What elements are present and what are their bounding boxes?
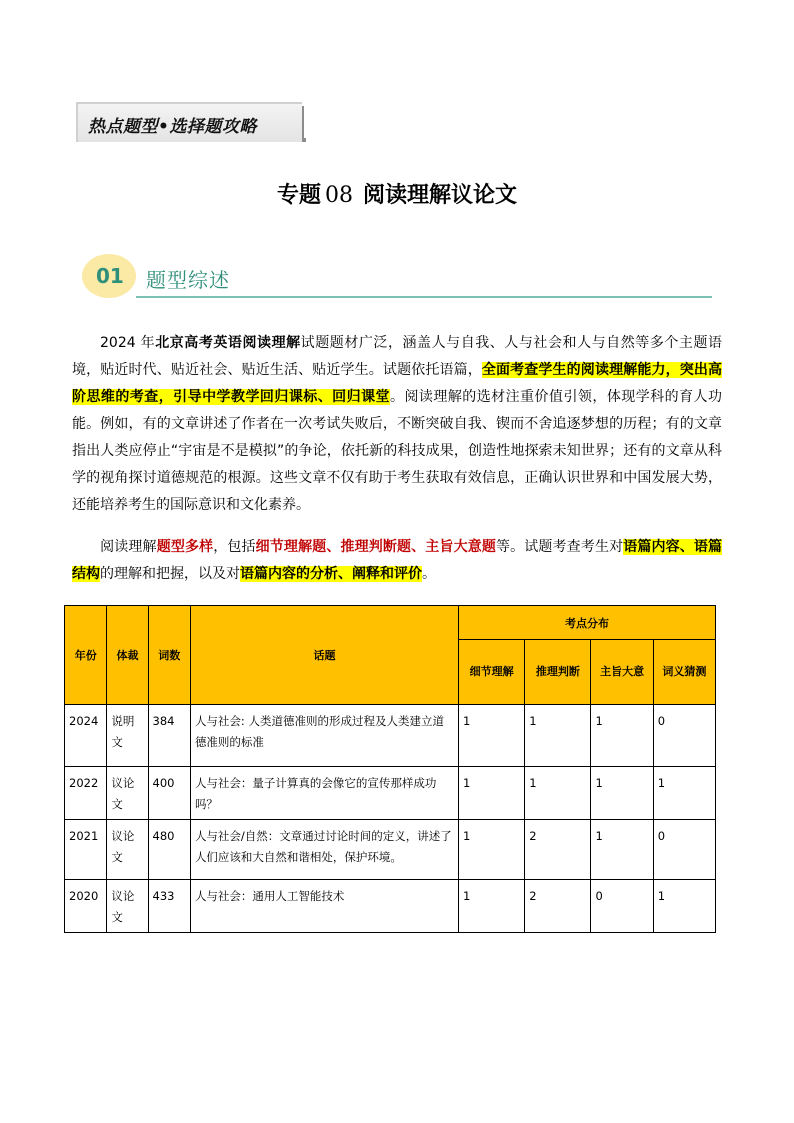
cell-topic: 人与社会: 人类道德准则的形成过程及人类建立道德准则的标准 bbox=[190, 705, 458, 767]
cell-k1: 1 bbox=[459, 705, 525, 767]
cell-words: 400 bbox=[148, 767, 190, 820]
title-prefix: 专题 bbox=[276, 183, 321, 208]
para1-text: 试题题材广泛，涵盖人与自我、人与社会和人与自然等多个主题语境，贴近时代、贴近社会、贴近生活、贴近学生。试题依托语篇， bbox=[72, 335, 723, 378]
para2-text: 。 bbox=[422, 566, 436, 582]
cell-topic: 人与社会：通用人工智能技术 bbox=[190, 880, 458, 933]
section-number: 01 bbox=[96, 264, 124, 288]
para1-bold: 北京高考英语阅读理解 bbox=[155, 335, 301, 351]
cell-k2: 1 bbox=[525, 705, 591, 767]
header-group: 考点分布 bbox=[459, 606, 716, 640]
para2-red: 题型多样 bbox=[156, 539, 214, 555]
overview-paragraph bbox=[72, 330, 722, 519]
para2-text: 等。试题考查考生对 bbox=[495, 539, 624, 555]
cell-k3: 1 bbox=[591, 705, 653, 767]
cell-k4: 0 bbox=[653, 820, 715, 880]
section-heading bbox=[82, 246, 712, 306]
cell-words: 480 bbox=[148, 820, 190, 880]
exam-analysis-table bbox=[64, 605, 716, 933]
table-row bbox=[65, 767, 716, 820]
para2-red: 细节理解题、推理判断题、主旨大意题 bbox=[255, 539, 496, 555]
cell-k2: 2 bbox=[525, 820, 591, 880]
cell-k1: 1 bbox=[459, 767, 525, 820]
title-number: 08 bbox=[325, 183, 353, 208]
table-row bbox=[65, 880, 716, 933]
header-k1: 细节理解 bbox=[459, 640, 525, 705]
cell-year: 2020 bbox=[65, 880, 107, 933]
question-types-paragraph bbox=[72, 534, 722, 588]
para2-text: 的理解和把握，以及对 bbox=[100, 566, 240, 582]
table-row bbox=[65, 820, 716, 880]
header-genre: 体裁 bbox=[107, 606, 148, 705]
para2-text: ，包括 bbox=[213, 539, 256, 555]
cell-genre: 说明文 bbox=[107, 705, 148, 767]
cell-k2: 2 bbox=[525, 880, 591, 933]
header-words: 词数 bbox=[148, 606, 190, 705]
cell-k3: 0 bbox=[591, 880, 653, 933]
page-title bbox=[0, 178, 794, 209]
header-k2: 推理判断 bbox=[525, 640, 591, 705]
title-main: 阅读理解议论文 bbox=[363, 183, 518, 208]
para2-highlight: 语篇内容的分析、阐释和评价 bbox=[240, 566, 422, 582]
cell-k3: 1 bbox=[591, 820, 653, 880]
header-year: 年份 bbox=[65, 606, 107, 705]
para1-text: 2024 年 bbox=[100, 335, 156, 351]
section-label: 题型综述 bbox=[146, 268, 230, 292]
cell-topic: 人与社会：量子计算真的会像它的宣传那样成功吗？ bbox=[190, 767, 458, 820]
cell-k1: 1 bbox=[459, 880, 525, 933]
cell-k4: 1 bbox=[653, 880, 715, 933]
cell-year: 2021 bbox=[65, 820, 107, 880]
section-underline bbox=[136, 296, 712, 298]
cell-genre: 议论文 bbox=[107, 767, 148, 820]
para2-highlight: 语篇内容、语篇结构 bbox=[72, 539, 723, 582]
para1-highlight: 全面考查学生的阅读理解能力，突出高阶思维的考查，引导中学教学回归课标、回归课堂 bbox=[72, 362, 723, 405]
header-topic: 话题 bbox=[190, 606, 458, 705]
cell-k2: 1 bbox=[525, 767, 591, 820]
table-row bbox=[65, 705, 716, 767]
cell-genre: 议论文 bbox=[107, 880, 148, 933]
cell-genre: 议论文 bbox=[107, 820, 148, 880]
cell-words: 384 bbox=[148, 705, 190, 767]
cell-k3: 1 bbox=[591, 767, 653, 820]
header-k3: 主旨大意 bbox=[591, 640, 653, 705]
para1-text: 。阅读理解的选材注重价值引领，体现学科的育人功能。例如，有的文章讲述了作者在一次考试失败后，不断突破自我、锲而不舍追逐梦想的历程；有的文章指出人类应停止“宇宙是不是模拟”的争论，依托新的科技成果，创造性地探索未知世界；还有的文章从科学的视角探讨道德规范的根源。这些文章不仅有助于考生获取有效信息，正确认识世界和中国发展大势，还能培养考生的国际意识和文化素养。 bbox=[72, 389, 722, 513]
cell-words: 433 bbox=[148, 880, 190, 933]
cell-k4: 1 bbox=[653, 767, 715, 820]
cell-topic: 人与社会/自然：文章通过讨论时间的定义，讲述了人们应该和大自然和谐相处，保护环境。 bbox=[190, 820, 458, 880]
cell-k1: 1 bbox=[459, 820, 525, 880]
topic-banner bbox=[76, 102, 304, 142]
para2-text: 阅读理解 bbox=[100, 539, 157, 555]
cell-year: 2024 bbox=[65, 705, 107, 767]
header-k4: 词义猜测 bbox=[653, 640, 715, 705]
cell-k4: 0 bbox=[653, 705, 715, 767]
banner-text: 热点题型•选择题攻略 bbox=[88, 117, 257, 137]
cell-year: 2022 bbox=[65, 767, 107, 820]
